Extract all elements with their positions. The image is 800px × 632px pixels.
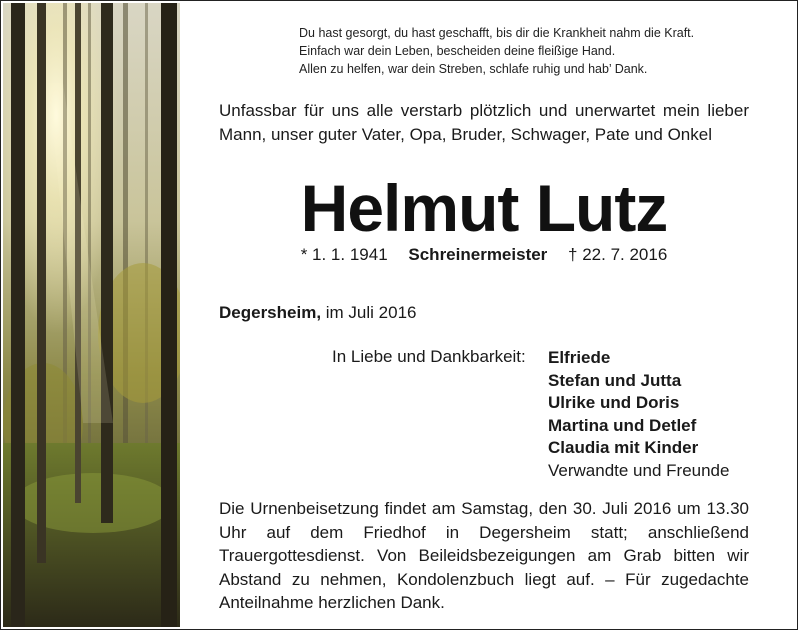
poem [299,24,694,78]
poem-line: Du hast gesorgt, du hast geschafft, bis dir die Krankheit nahm die Kraft. [299,26,695,40]
poem-line: Einfach war dein Leben, bescheiden deine fleißige Hand. [299,44,616,58]
death-date: † 22. 7. 2016 [568,245,668,264]
life-dates [219,245,749,265]
intro-text: Unfassbar für uns alle verstarb plötzlich und unerwartet mein lieber Mann, unser guter Vater, Opa, Bruder, Schwager, Pate und Onkel [219,101,749,144]
date: im Juli 2016 [321,303,417,322]
thanks-label: In Liebe und Dankbarkeit: [332,347,526,366]
town: Degersheim, [219,303,322,322]
profession: Schreinermeister [408,245,548,264]
family-member: Claudia mit Kinder [548,438,699,457]
poem-line: Allen zu helfen, war dein Streben, schlafe ruhig und hab’ Dank. [299,62,648,76]
place-date [219,303,416,323]
forest-photo [3,3,180,627]
funeral-text: Die Urnenbeisetzung findet am Samstag, den 30. Juli 2016 um 13.30 Uhr auf dem Friedhof in Degersheim statt; anschließend Trauergottesdienst. Von Beileidsbezeigungen am Grab bitten wir Abstand zu nehmen, Kondolenzbuch liegt auf. – Für zugedachte Anteilnahme herzlichen Dank. [219,499,749,612]
family-member: Martina und Detlef [548,415,697,435]
family-member: Verwandte und Freunde [548,460,730,480]
family-member: Ulrike und Doris [548,393,680,412]
family-list [548,347,729,482]
birth-date: * 1. 1. 1941 [300,245,388,264]
family-member: Elfriede [548,348,611,367]
family-member: Stefan und Jutta [548,370,682,390]
deceased-name: Helmut Lutz [300,171,668,245]
